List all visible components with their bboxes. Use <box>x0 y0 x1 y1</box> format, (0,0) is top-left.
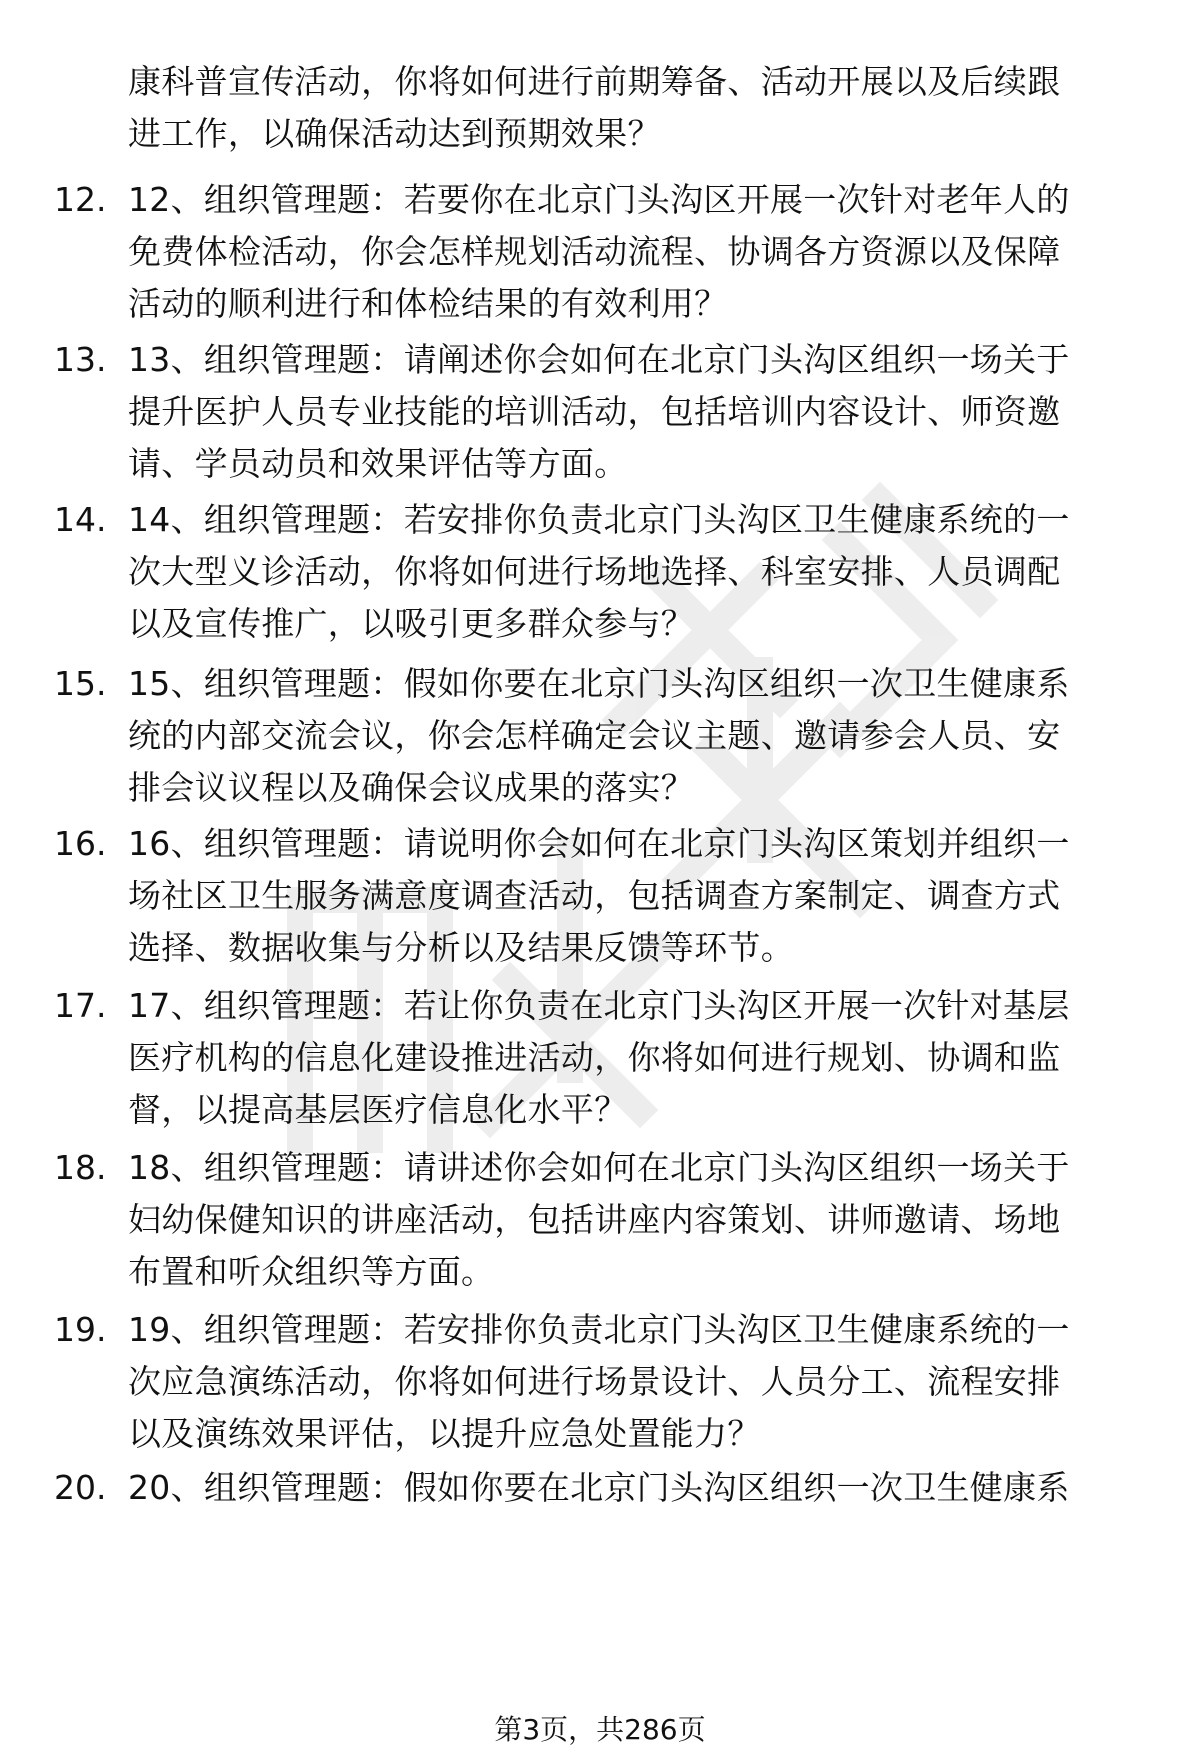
list-number: 18. <box>54 1148 107 1187</box>
text-line: 免费体检活动，你会怎样规划活动流程、协调各方资源以及保障 <box>128 232 1061 271</box>
list-number: 13. <box>54 340 107 379</box>
text-line: 提升医护人员专业技能的培训活动，包括培训内容设计、师资邀 <box>128 392 1061 431</box>
list-number: 14. <box>54 500 107 539</box>
text-line: 布置和听众组织等方面。 <box>128 1252 495 1291</box>
text-line: 统的内部交流会议，你会怎样确定会议主题、邀请参会人员、安 <box>128 716 1061 755</box>
list-number: 20. <box>54 1468 107 1507</box>
text-line: 康科普宣传活动，你将如何进行前期筹备、活动开展以及后续跟 <box>128 62 1061 101</box>
list-number: 12. <box>54 180 107 219</box>
text-line: 排会议议程以及确保会议成果的落实？ <box>128 768 695 807</box>
text-line: 选择、数据收集与分析以及结果反馈等环节。 <box>128 928 794 967</box>
text-line: 14、组织管理题：若安排你负责北京门头沟区卫生健康系统的一 <box>128 500 1070 539</box>
text-line: 17、组织管理题：若让你负责在北京门头沟区开展一次针对基层 <box>128 986 1070 1025</box>
text-line: 20、组织管理题：假如你要在北京门头沟区组织一次卫生健康系 <box>128 1468 1070 1507</box>
text-line: 13、组织管理题：请阐述你会如何在北京门头沟区组织一场关于 <box>128 340 1070 379</box>
continued-question-text <box>128 56 1138 160</box>
text-line: 进工作，以确保活动达到预期效果？ <box>128 114 661 153</box>
text-line: 次大型义诊活动，你将如何进行场地选择、科室安排、人员调配 <box>128 552 1061 591</box>
text-line: 请、学员动员和效果评估等方面。 <box>128 444 628 483</box>
text-line: 妇幼保健知识的讲座活动，包括讲座内容策划、讲师邀请、场地 <box>128 1200 1061 1239</box>
list-number: 16. <box>54 824 107 863</box>
text-line: 医疗机构的信息化建设推进活动，你将如何进行规划、协调和监 <box>128 1038 1061 1077</box>
text-line: 场社区卫生服务满意度调查活动，包括调查方案制定、调查方式 <box>128 876 1061 915</box>
list-number: 15. <box>54 664 107 703</box>
text-line: 活动的顺利进行和体检结果的有效利用？ <box>128 284 728 323</box>
text-line: 督，以提高基层医疗信息化水平？ <box>128 1090 628 1129</box>
page-number-footer: 第3页，共286页 <box>494 1713 706 1746</box>
list-number: 19. <box>54 1310 107 1349</box>
text-line: 以及演练效果评估，以提升应急处置能力？ <box>128 1414 761 1453</box>
text-line: 19、组织管理题：若安排你负责北京门头沟区卫生健康系统的一 <box>128 1310 1070 1349</box>
text-line: 12、组织管理题：若要你在北京门头沟区开展一次针对老年人的 <box>128 180 1070 219</box>
text-line: 次应急演练活动，你将如何进行场景设计、人员分工、流程安排 <box>128 1362 1061 1401</box>
text-line: 18、组织管理题：请讲述你会如何在北京门头沟区组织一场关于 <box>128 1148 1070 1187</box>
list-number: 17. <box>54 986 107 1025</box>
text-line: 16、组织管理题：请说明你会如何在北京门头沟区策划并组织一 <box>128 824 1070 863</box>
text-line: 15、组织管理题：假如你要在北京门头沟区组织一次卫生健康系 <box>128 664 1070 703</box>
text-line: 以及宣传推广，以吸引更多群众参与？ <box>128 604 695 643</box>
